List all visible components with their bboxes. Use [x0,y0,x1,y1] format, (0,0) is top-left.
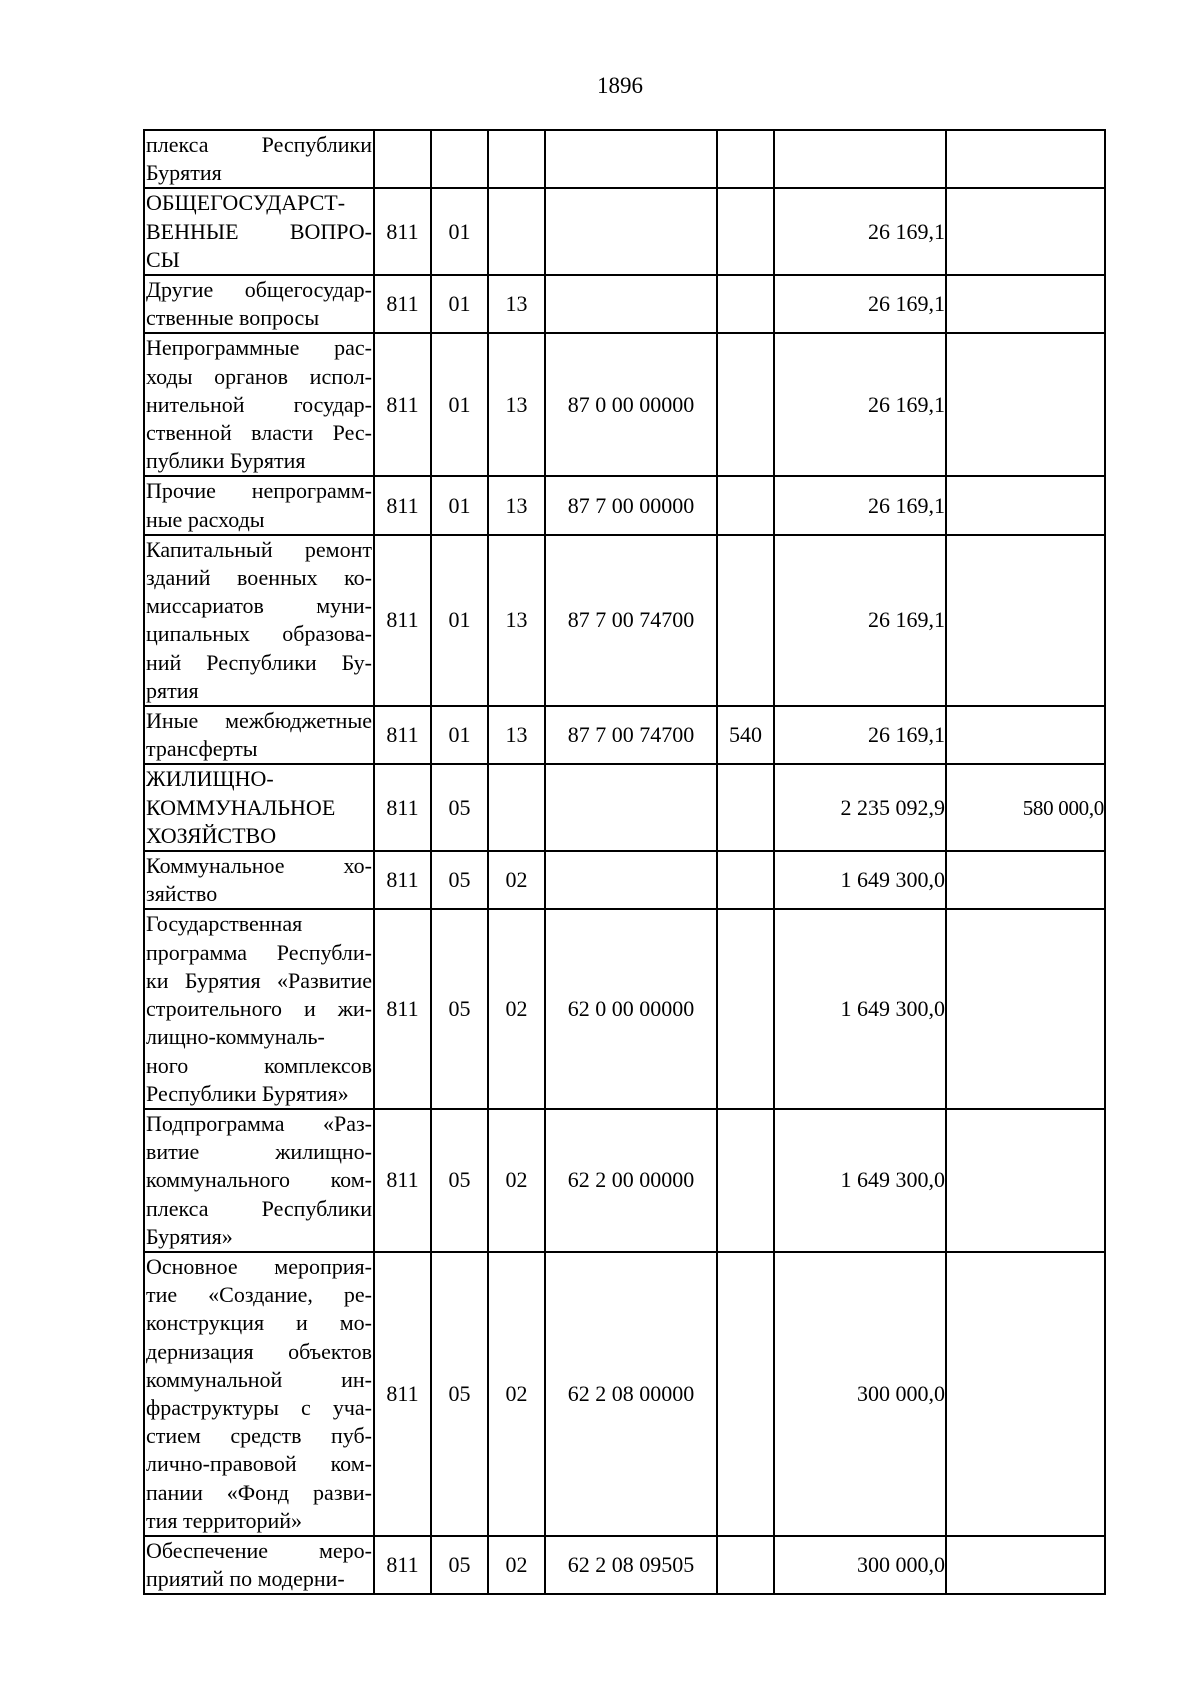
row-name-cell [144,909,374,1108]
ministry-code-cell: 811 [374,764,431,851]
amount-cell: 2 235 092,9 [774,764,946,851]
row-name-line: плекса Республики [146,1195,372,1221]
expense-type-code-cell [717,476,774,534]
target-article-code-cell: 62 2 00 00000 [545,1109,717,1252]
subsection-code-cell: 02 [488,1109,545,1252]
ministry-code-cell: 811 [374,851,431,909]
table-row [144,188,1105,275]
row-name-cell [144,764,374,851]
row-name-cell [144,706,374,764]
section-code-cell [431,130,488,188]
row-name-cell [144,333,374,476]
row-name-line: зяйство [146,881,218,907]
ministry-code-cell: 811 [374,1252,431,1536]
amount-extra-cell [946,275,1105,333]
ministry-code-cell [374,130,431,188]
target-article-code-cell: 62 0 00 00000 [545,909,717,1108]
row-name-line: ВЕННЫЕ ВОПРО- [146,218,372,244]
table-row [144,1252,1105,1536]
row-name-line: миссариатов муни- [146,593,372,619]
subsection-code-cell [488,130,545,188]
row-name-line: стием средств пуб- [146,1423,372,1449]
row-name-line: рятия [146,677,199,703]
row-name-line: Подпрограмма «Раз- [146,1110,372,1136]
expense-type-code-cell [717,764,774,851]
subsection-code-cell: 13 [488,535,545,706]
row-name-line: ного комплексов [146,1052,372,1078]
row-name-cell [144,476,374,534]
section-code-cell: 05 [431,1536,488,1594]
row-name-line: ственной власти Рес- [146,420,372,446]
ministry-code-cell: 811 [374,476,431,534]
amount-cell: 26 169,1 [774,476,946,534]
row-name-line: программа Республи- [146,939,372,965]
row-name-line: строительного и жи- [146,996,372,1022]
row-name-cell [144,1252,374,1536]
amount-cell: 26 169,1 [774,333,946,476]
expense-type-code-cell [717,275,774,333]
table-row [144,706,1105,764]
section-code-cell: 01 [431,476,488,534]
row-name-line: Иные межбюджетные [146,708,372,734]
amount-extra-cell [946,909,1105,1108]
table-row [144,333,1105,476]
row-name-line: фраструктуры с уча- [146,1394,372,1420]
table-row [144,1536,1105,1594]
row-name-line: СЫ [146,246,180,272]
row-name-line: нительной государ- [146,391,372,417]
amount-extra-cell [946,1109,1105,1252]
amount-extra-cell [946,130,1105,188]
amount-cell: 26 169,1 [774,706,946,764]
target-article-code-cell: 87 7 00 74700 [545,535,717,706]
row-name-line: ОБЩЕГОСУДАРСТ- [146,190,346,216]
ministry-code-cell: 811 [374,909,431,1108]
table-row [144,764,1105,851]
row-name-line: Бурятия [146,160,222,186]
amount-extra-cell [946,333,1105,476]
row-name-line: ЖИЛИЩНО- [146,766,274,792]
row-name-line: Прочие непрограмм- [146,478,372,504]
subsection-code-cell: 02 [488,909,545,1108]
row-name-line: ний Республики Бу- [146,649,372,675]
row-name-line: пании «Фонд разви- [146,1479,372,1505]
amount-cell: 1 649 300,0 [774,909,946,1108]
ministry-code-cell: 811 [374,188,431,275]
table-row [144,851,1105,909]
target-article-code-cell: 87 7 00 74700 [545,706,717,764]
row-name-cell [144,130,374,188]
budget-table-body [144,130,1105,1594]
row-name-line: Бурятия» [146,1223,233,1249]
row-name-line: ные расходы [146,506,265,532]
ministry-code-cell: 811 [374,1109,431,1252]
amount-extra-cell [946,706,1105,764]
section-code-cell: 01 [431,188,488,275]
table-row [144,535,1105,706]
row-name-line: дернизация объектов [146,1338,372,1364]
row-name-cell [144,188,374,275]
expense-type-code-cell [717,1109,774,1252]
expense-type-code-cell [717,851,774,909]
table-row [144,130,1105,188]
row-name-line: Коммунальное хо- [146,853,372,879]
row-name-line: Капитальный ремонт [146,536,372,562]
subsection-code-cell: 13 [488,476,545,534]
ministry-code-cell: 811 [374,1536,431,1594]
row-name-line: коммунальной ин- [146,1366,372,1392]
section-code-cell: 05 [431,1252,488,1536]
subsection-code-cell [488,188,545,275]
section-code-cell: 05 [431,1109,488,1252]
target-article-code-cell [545,851,717,909]
amount-extra-cell [946,476,1105,534]
target-article-code-cell [545,130,717,188]
row-name-line: публики Бурятия [146,448,306,474]
subsection-code-cell: 02 [488,851,545,909]
section-code-cell: 01 [431,535,488,706]
row-name-line: ходы органов испол- [146,363,372,389]
subsection-code-cell [488,764,545,851]
expense-type-code-cell [717,188,774,275]
page-number: 1896 [597,73,643,98]
row-name-line: ки Бурятия «Развитие [146,967,372,993]
amount-cell: 1 649 300,0 [774,851,946,909]
amount-cell: 300 000,0 [774,1536,946,1594]
ministry-code-cell: 811 [374,333,431,476]
subsection-code-cell: 13 [488,706,545,764]
amount-cell: 26 169,1 [774,535,946,706]
amount-cell: 1 649 300,0 [774,1109,946,1252]
section-code-cell: 05 [431,764,488,851]
ministry-code-cell: 811 [374,706,431,764]
row-name-cell [144,535,374,706]
budget-table [143,129,1106,1595]
expense-type-code-cell: 540 [717,706,774,764]
row-name-line: коммунального ком- [146,1167,372,1193]
row-name-line: зданий военных ко- [146,565,372,591]
row-name-line: ципальных образова- [146,621,372,647]
ministry-code-cell: 811 [374,535,431,706]
row-name-line: Обеспечение меро- [146,1537,372,1563]
amount-cell: 26 169,1 [774,275,946,333]
row-name-line: Государственная [146,911,303,937]
target-article-code-cell: 62 2 08 09505 [545,1536,717,1594]
amount-extra-cell: 580 000,0 [946,764,1105,851]
row-name-line: трансферты [146,736,258,762]
expense-type-code-cell [717,130,774,188]
amount-extra-cell [946,1536,1105,1594]
row-name-line: КОММУНАЛЬНОЕ [146,794,336,820]
subsection-code-cell: 13 [488,333,545,476]
expense-type-code-cell [717,1252,774,1536]
row-name-line: тия территорий» [146,1507,303,1533]
target-article-code-cell [545,188,717,275]
row-name-cell [144,1536,374,1594]
row-name-cell [144,851,374,909]
expense-type-code-cell [717,535,774,706]
row-name-line: Республики Бурятия» [146,1080,349,1106]
target-article-code-cell: 87 7 00 00000 [545,476,717,534]
row-name-line: тие «Создание, ре- [146,1282,372,1308]
expense-type-code-cell [717,909,774,1108]
table-row [144,275,1105,333]
subsection-code-cell: 02 [488,1252,545,1536]
expense-type-code-cell [717,1536,774,1594]
section-code-cell: 05 [431,909,488,1108]
amount-extra-cell [946,851,1105,909]
amount-extra-cell [946,1252,1105,1536]
subsection-code-cell: 02 [488,1536,545,1594]
target-article-code-cell [545,764,717,851]
target-article-code-cell [545,275,717,333]
row-name-line: ХОЗЯЙСТВО [146,822,277,848]
row-name-cell [144,1109,374,1252]
section-code-cell: 01 [431,275,488,333]
row-name-line: конструкция и мо- [146,1310,372,1336]
subsection-code-cell: 13 [488,275,545,333]
row-name-line: Другие общегосудар- [146,277,372,303]
table-row [144,1109,1105,1252]
row-name-line: приятий по модерни- [146,1566,345,1592]
row-name-line: Основное мероприя- [146,1253,372,1279]
row-name-line: витие жилищно- [146,1139,372,1165]
row-name-line: Непрограммные рас- [146,335,372,361]
section-code-cell: 01 [431,706,488,764]
amount-cell: 26 169,1 [774,188,946,275]
amount-extra-cell [946,188,1105,275]
row-name-line: плекса Республики [146,132,372,157]
section-code-cell: 05 [431,851,488,909]
row-name-line: лично-правовой ком- [146,1451,372,1477]
ministry-code-cell: 811 [374,275,431,333]
table-row [144,476,1105,534]
target-article-code-cell: 62 2 08 00000 [545,1252,717,1536]
row-name-line: ственные вопросы [146,305,320,331]
row-name-line: лищно-коммуналь- [146,1024,325,1050]
amount-extra-cell [946,535,1105,706]
table-row [144,909,1105,1108]
section-code-cell: 01 [431,333,488,476]
amount-cell: 300 000,0 [774,1252,946,1536]
amount-cell [774,130,946,188]
expense-type-code-cell [717,333,774,476]
target-article-code-cell: 87 0 00 00000 [545,333,717,476]
row-name-cell [144,275,374,333]
